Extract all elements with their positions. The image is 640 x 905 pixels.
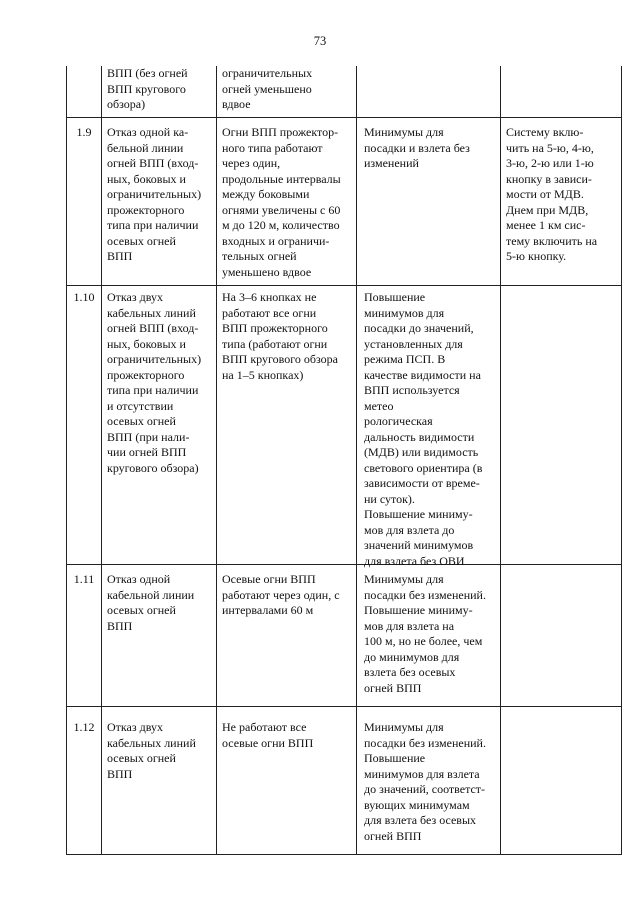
table-cell-failure: Отказ двух кабельных линий осевых огней ВПП [107, 720, 196, 781]
column-divider-2 [216, 66, 217, 854]
page-number: 73 [313, 34, 327, 48]
row-divider-3 [67, 564, 621, 565]
table-cell-row-number: 1.9 [76, 125, 92, 139]
table-cell-light-operation: Не работают все осевые огни ВПП [222, 720, 314, 750]
table-cell-failure: Отказ одной кабельной линии осевых огней ВПП [107, 572, 195, 633]
row-divider-1 [67, 117, 621, 118]
table-cell-light-operation: ограничительных огней уменьшено вдвое [222, 66, 313, 111]
table-cell-notes: Систему вклю- чить на 5-ю, 4-ю, 3-ю, 2-ю или 1-ю кнопку в зависи- мости от МДВ. Днем при МДВ, менее 1 км сис- тему включить на 5-ю кнопку. [506, 125, 598, 263]
table-cell-failure: ВПП (без огней ВПП кругового обзора) [107, 66, 188, 111]
row-divider-4 [67, 706, 621, 707]
table-cell-row-number: 1.11 [73, 572, 95, 586]
column-divider-4 [500, 66, 501, 854]
table-cell-row-number: 1.10 [73, 290, 95, 304]
table-cell-minimums: Минимумы для посадки без изменений. Повышение минимумов для взлета до значений, соответст- вующих минимумам для взлета без осевых огней ВПП [364, 720, 486, 843]
table-cell-row-number: 1.12 [73, 720, 95, 734]
table-cell-failure: Отказ двух кабельных линий огней ВПП (вход- ных, боковых и ограничительных) прожекторного типа при наличии и отсутствии осевых огней ВПП (при нали- чии огней ВПП кругового обзора) [107, 290, 202, 475]
table-cell-failure: Отказ одной ка- бельной линии огней ВПП (вход- ных, боковых и ограничительных) прожекторного типа при наличии осевых огней ВПП [107, 125, 202, 263]
row-divider-2 [67, 285, 621, 286]
table-cell-light-operation: Осевые огни ВПП работают через один, с интервалами 60 м [222, 572, 340, 617]
runway-lights-failure-table [66, 66, 622, 855]
table-cell-minimums: Минимумы для посадки и взлета без изменений [364, 125, 470, 170]
table-cell-light-operation: На 3–6 кнопках не работают все огни ВПП прожекторного типа (работают огни ВПП кругового обзора на 1–5 кнопках) [222, 290, 338, 382]
table-cell-minimums: Повышение минимумов для посадки до значений, установленных для режима ПСП. В качестве видимости на ВПП используется метео рологическая дальность видимости (МДВ) или видимость светового ориентира (в зависимости от време- ни суток). Повышение миниму- мов для взлета до значений минимумов для взлета без ОВИ [364, 290, 483, 568]
table-cell-light-operation: Огни ВПП прожектор- ного типа работают через один, продольные интервалы между боковыми огнями увеличены с 60 м до 120 м, количество входных и ограничи- тельных огней уменьшено вдвое [222, 125, 341, 279]
column-divider-3 [356, 66, 357, 854]
table-cell-minimums: Минимумы для посадки без изменений. Повышение миниму- мов для взлета на 100 м, но не более, чем до минимумов для взлета без осевых огней ВПП [364, 572, 486, 695]
column-divider-1 [101, 66, 102, 854]
